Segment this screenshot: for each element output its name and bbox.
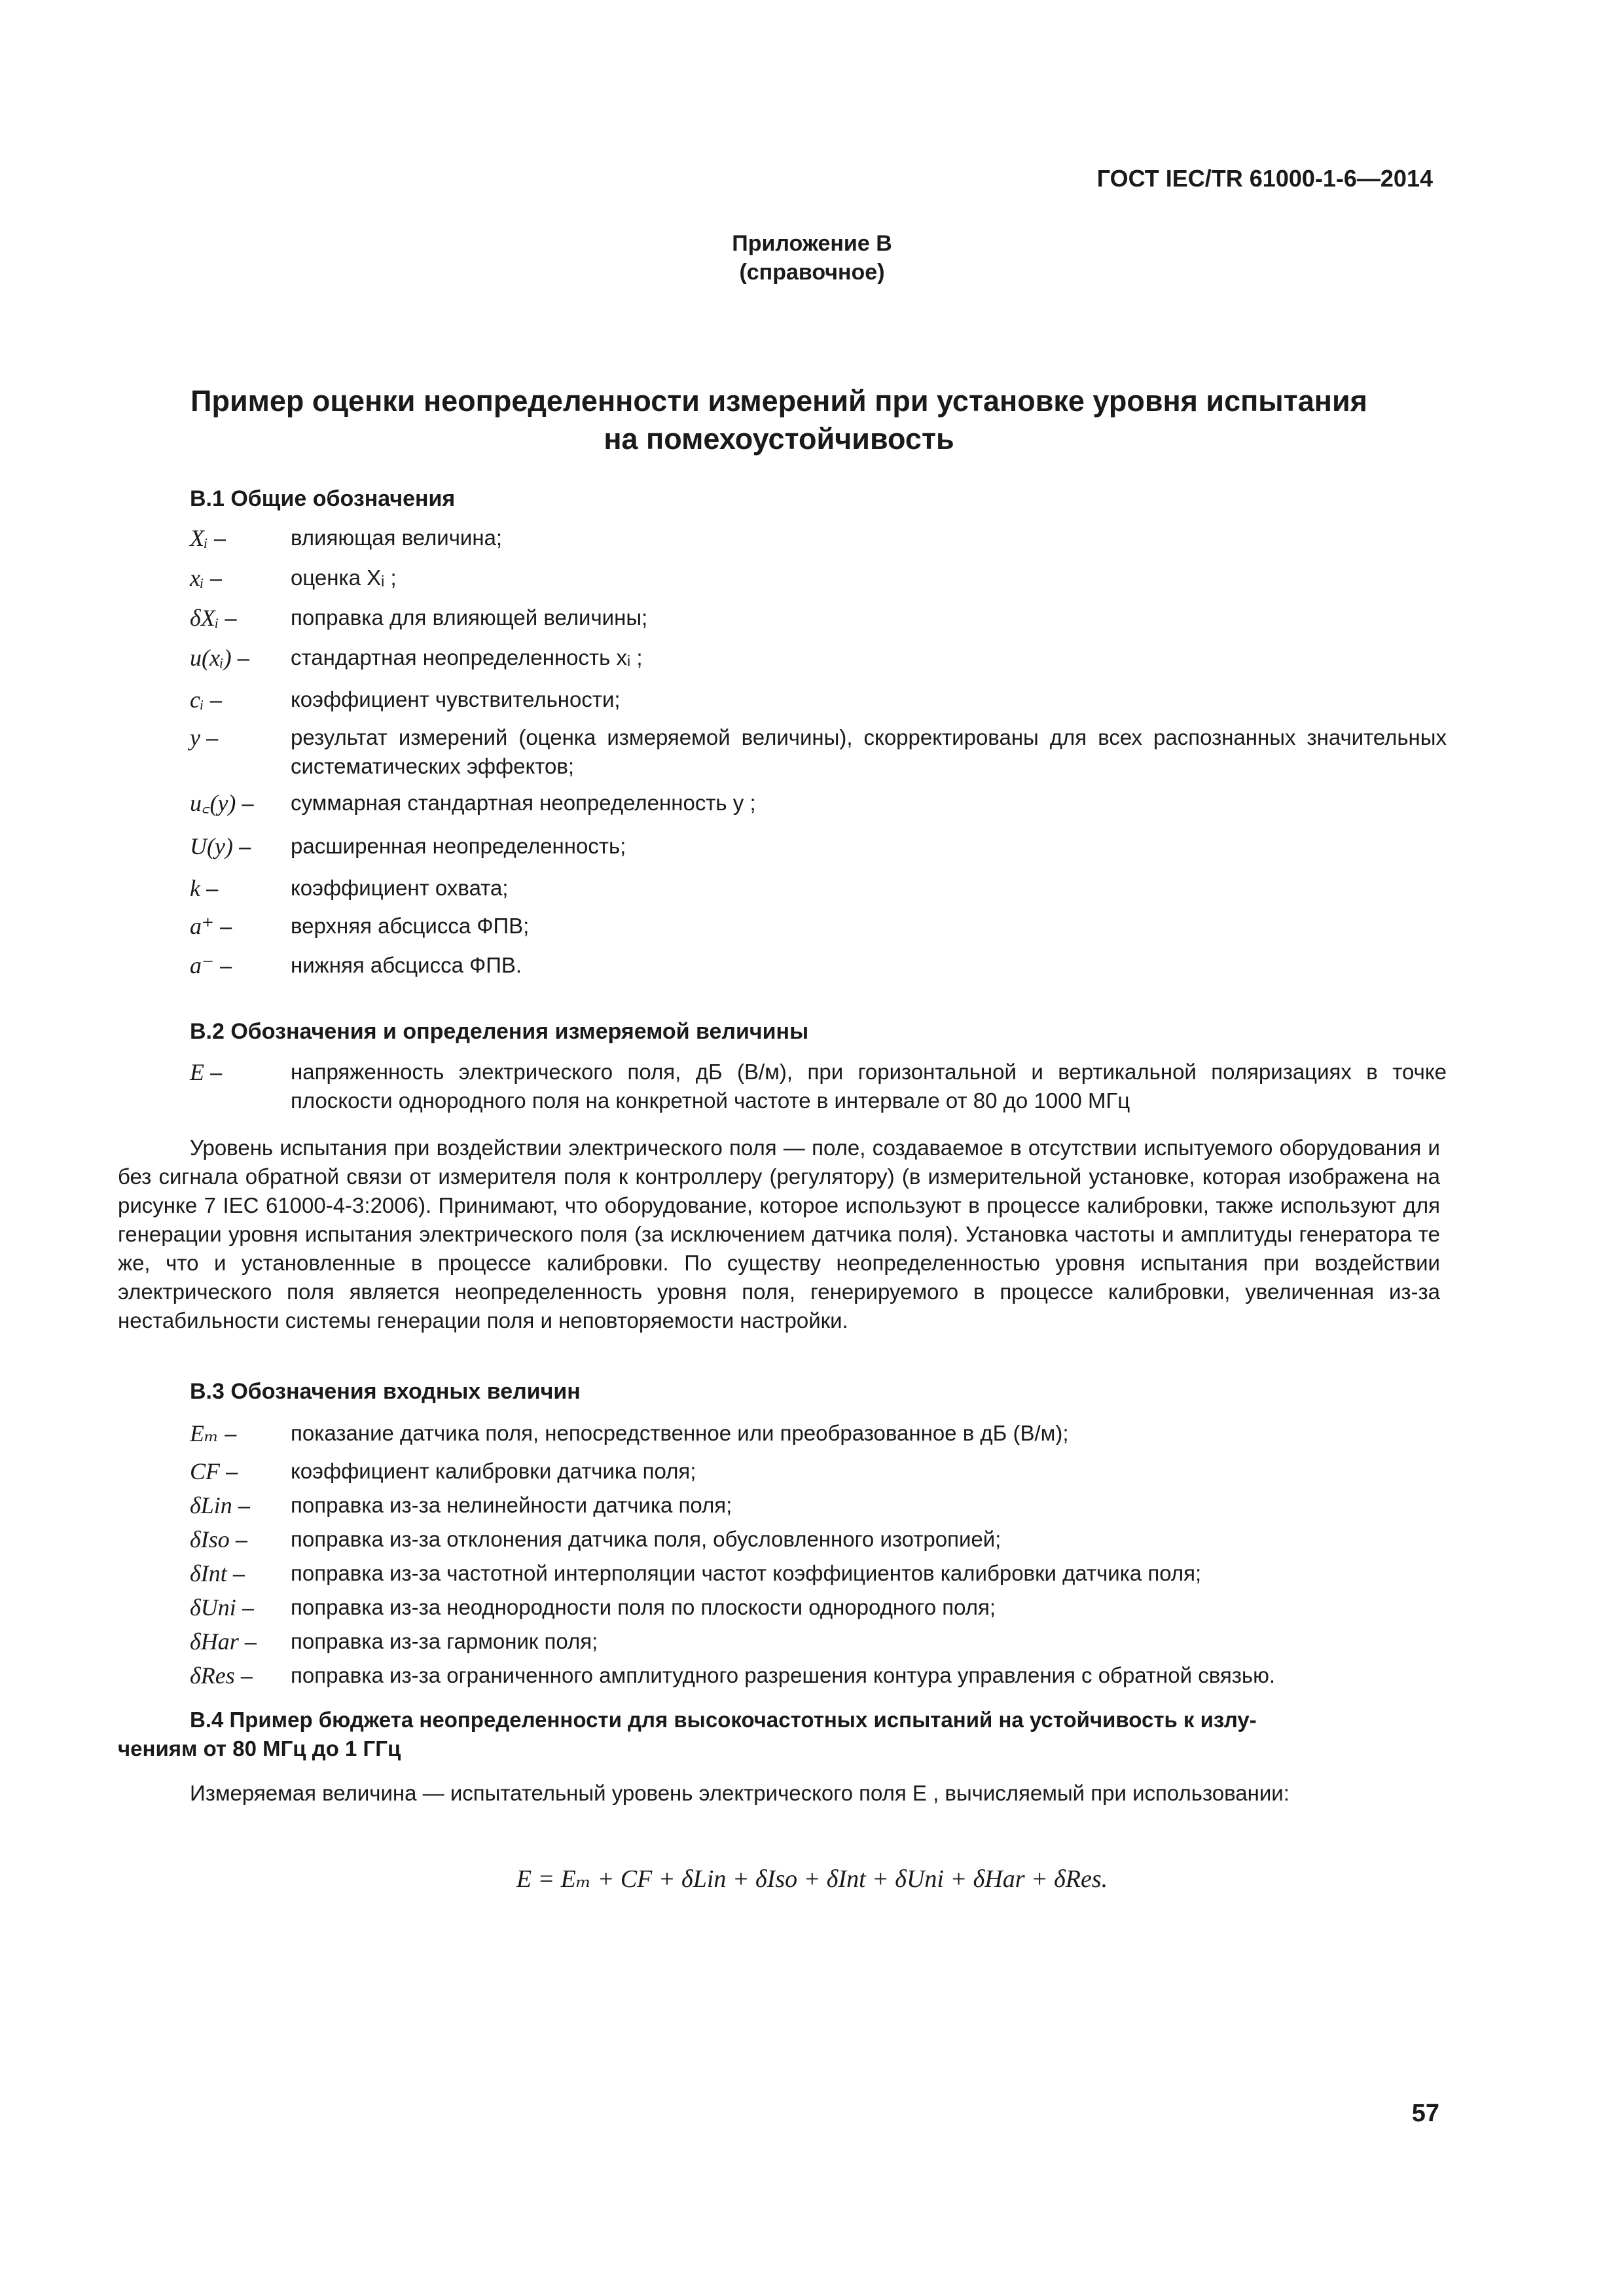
symbol: u(xᵢ) – [190,645,250,671]
symbol: δInt – [190,1560,245,1587]
symbol-definition: верхняя абсцисса ФПВ; [291,914,530,938]
symbol: U(y) – [190,833,251,859]
symbol: δUni – [190,1594,255,1621]
appendix-type: (справочное) [739,260,885,285]
symbol-definition: нижняя абсцисса ФПВ. [291,953,522,977]
symbol-row [190,1457,1447,1491]
symbol-definition: коэффициент чувствительности; [291,687,621,711]
symbol-row [190,1525,1447,1559]
symbol-row [190,832,1447,874]
symbol-definition: показание датчика поля, непосредственное или преобразованное в дБ (В/м); [291,1421,1069,1445]
symbol: δHar – [190,1628,257,1655]
symbol-row [190,1627,1447,1661]
symbol-definition: поправка из-за частотной интерполяции частот коэффициентов калибровки датчика поля; [291,1561,1202,1585]
symbol-definition: результат измерений (оценка измеряемой величины), скорректированы для всех распознанных значительных систематических эффектов; [291,725,1447,778]
symbol-definition: суммарная стандартная неопределенность y ; [291,791,756,815]
page-title [118,382,1440,458]
symbol-definition: оценка Xᵢ ; [291,565,397,590]
symbol-row [190,1559,1447,1593]
symbol-definition: поправка из-за гармоник поля; [291,1629,598,1653]
standard-code: ГОСТ IEC/TR 61000-1-6—2014 [1096,165,1433,192]
symbol-row [190,1058,1447,1115]
symbol-definition: коэффициент охвата; [291,876,509,900]
symbol-definition: поправка из-за отклонения датчика поля, обусловленного изотропией; [291,1527,1001,1551]
symbol: δLin – [190,1492,251,1518]
symbol: a⁻ – [190,952,232,978]
symbol-row [190,685,1447,723]
symbol: CF – [190,1458,238,1484]
section-b2-heading: В.2 Обозначения и определения измеряемой величины [190,1019,809,1044]
symbol-definition: напряженность электрического поля, дБ (В/м), при горизонтальной и вертикальной поляризациях в точке плоскости однородного поля на конкретной частоте в интервале от 80 до 1000 МГц [291,1060,1447,1113]
b2-symbol-list [190,1058,1447,1115]
symbol: xᵢ – [190,565,223,591]
title-line-2: на помехоустойчивость [604,422,954,456]
symbol: k – [190,875,219,901]
symbol: cᵢ – [190,687,223,713]
symbol-row [190,643,1447,685]
symbol: δRes – [190,1662,253,1689]
symbol-definition: поправка из-за ограниченного амплитудного разрешения контура управления с обратной связью. [291,1663,1275,1687]
symbol-row [190,603,1447,643]
symbol: E – [190,1059,223,1085]
symbol-definition: поправка для влияющей величины; [291,605,648,630]
symbol-row [190,951,1447,990]
appendix-heading [0,229,1624,287]
symbol-row [190,912,1447,951]
symbol: a⁺ – [190,913,232,939]
symbol-row [190,1491,1447,1525]
symbol: Eₘ – [190,1420,237,1446]
symbol-row [190,789,1447,832]
symbol: u꜀(y) – [190,790,254,816]
b4-paragraph: Измеряемая величина — испытательный уровень электрического поля E , вычисляемый при использовании: [190,1781,1290,1805]
symbol-row [190,564,1447,603]
symbol: δXᵢ – [190,605,237,631]
measurement-equation: E = Eₘ + CF + δLin + δIso + δInt + δUni + δHar + δRes. [516,1865,1108,1893]
symbol-row [190,1661,1447,1695]
symbol-definition: поправка из-за нелинейности датчика поля; [291,1493,732,1517]
section-b3-heading: В.3 Обозначения входных величин [190,1379,581,1404]
symbol-definition: поправка из-за неоднородности поля по плоскости однородного поля; [291,1595,996,1619]
b3-symbol-list [190,1419,1447,1695]
symbol: Xᵢ – [190,525,226,551]
b1-symbol-list [190,524,1447,990]
symbol-definition: влияющая величина; [291,526,503,550]
symbol-definition: стандартная неопределенность xᵢ ; [291,645,643,670]
page-number: 57 [1411,2100,1439,2127]
appendix-label: Приложение В [732,231,892,256]
title-line-1: Пример оценки неопределенности измерений при установке уровня испытания [190,384,1367,418]
symbol: y – [190,725,219,751]
symbol-row [190,1419,1447,1457]
symbol-row [190,524,1447,564]
section-b1-heading: В.1 Общие обозначения [190,486,456,511]
b2-paragraph: Уровень испытания при воздействии электрического поля — поле, создаваемое в отсутствии испытуемого оборудования и без сигнала обратной связи от измерителя поля к контроллеру (регулятору) (в измерительной установке, которая изображена на рисунке 7 IEC 61000-4-3:2006). Принимают, что оборудование, которое используют в процессе калибровки, также используют для генерации уровня испытания электрического поля (за исключением датчика поля). Установка частоты и амплитуды генератора те же, что и установленные в процессе калибровки. По существу неопределенностью уровня испытания при воздействии электрического поля является неопределенность уровня поля, генерируемого в процессе калибровки, увеличенная из-за нестабильности системы генерации поля и неповторяемости настройки. [118,1136,1440,1333]
symbol-definition: расширенная неопределенность; [291,834,626,858]
symbol-definition: коэффициент калибровки датчика поля; [291,1459,696,1483]
symbol-row [190,723,1447,789]
symbol-row [190,874,1447,912]
section-b4-heading: В.4 Пример бюджета неопределенности для высокочастотных испытаний на устойчивость к излу- чениям от 80 МГц до 1 ГГц [118,1708,1257,1761]
symbol: δIso – [190,1526,248,1552]
symbol-row [190,1593,1447,1627]
